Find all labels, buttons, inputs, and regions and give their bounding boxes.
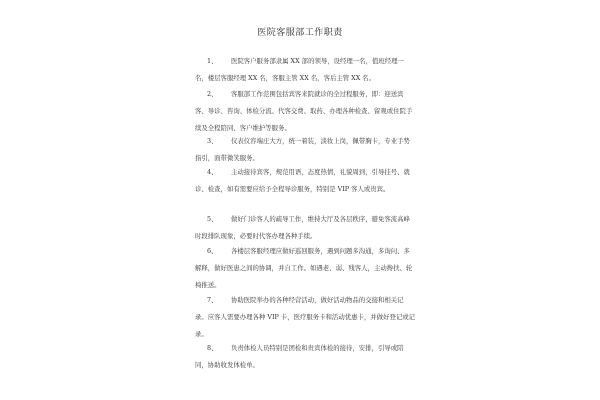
- duty-item-4: [195, 164, 415, 198]
- duty-number-8: 8、: [207, 344, 218, 352]
- duty-item-8: [195, 340, 415, 374]
- duty-text-5: 做好门诊客人的疏导工作，维持大厅及各层秩序，避免客流高峰时段排队现象，必要时代客办理各种手续。: [195, 215, 410, 240]
- duty-text-7: 协助医院举办的各种经营活动，做好活动物品的交接和相关记录。应客人需要办理各种 VIP 卡，医疗服务卡和活动优惠卡，并做好登记或记录。: [195, 296, 416, 338]
- duty-item-7: [195, 292, 415, 343]
- document-title: 医院客服部工作职责: [257, 28, 343, 38]
- duty-item-6: [195, 243, 415, 294]
- duty-text-3: 仪表仪容端庄大方，统一着装，淡妆上岗，佩带胸卡，专业手势指引，面带微笑服务。: [195, 137, 410, 162]
- duty-number-6: 6、: [207, 247, 218, 255]
- duty-text-1: 医院客户服务部隶属 XX 部的领导，设经理一名，值班经理一名，楼层客服经理 XX 名，客服主管 XX 名，客后主管 XX 名。: [195, 57, 404, 82]
- duty-number-3: 3、: [207, 137, 218, 145]
- duty-text-4: 主动接待宾客，规范用语，态度热情，礼貌周到，引导挂号、就诊、检查，如有需要应给予全程导诊服务，特别是 VIP 客人或贵宾。: [195, 168, 410, 193]
- duty-number-5: 5、: [207, 215, 218, 223]
- duty-item-1: [195, 53, 415, 87]
- duty-number-7: 7、: [207, 296, 218, 304]
- duty-text-6: 各楼层客服经理应做好巡回服务，遇到问题多沟通，多询问、多解释，做好医患之间的协调，并自工作。如遇老、弱、残客人，主动搀扶、轮椅推送。: [195, 247, 413, 289]
- duty-number-1: 1、: [207, 57, 218, 65]
- duty-number-2: 2、: [207, 90, 218, 98]
- duty-item-3: [195, 133, 415, 167]
- duty-text-2: 客服部工作范围包括宾客来院就诊的全过程服务，即：迎送宾客、导诊、咨询、体检分流、代客交费、取药、办理各种检查、留观或住院手续及全程陪同、客户维护等服务。: [195, 90, 413, 132]
- duty-item-2: [195, 86, 415, 137]
- duty-text-8: 负责体检人员特别是团检和贵宾体检的接待，安排，引导或陪同，协助收发体检单。: [195, 344, 404, 369]
- duty-item-5: [195, 211, 415, 245]
- duty-number-4: 4、: [207, 168, 218, 176]
